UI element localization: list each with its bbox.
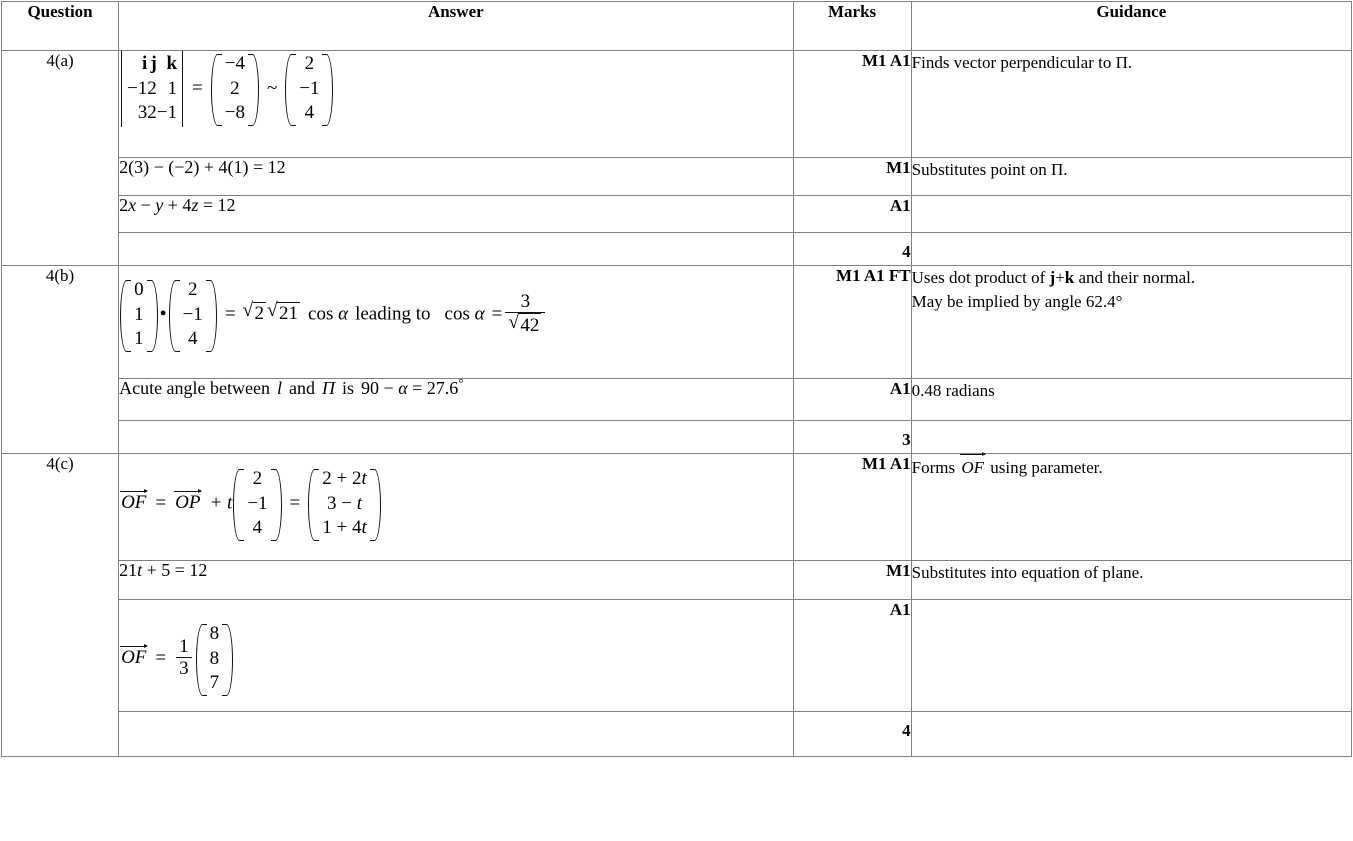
determinant	[121, 51, 183, 127]
vector-of-final: OF	[121, 647, 147, 669]
va-3: 1	[134, 328, 144, 350]
cos-alpha: cos α	[308, 303, 349, 325]
svec-2: −1	[299, 77, 320, 99]
marks-total-4c: 4	[793, 712, 911, 757]
guidance-vector-of: OF	[960, 454, 985, 480]
guidance-line-1: Uses dot product of j+k and their normal.	[911, 268, 1196, 287]
table-row	[2, 158, 1352, 196]
final-vector-expression	[119, 622, 234, 696]
guidance-text: 0.48 radians	[911, 381, 995, 400]
marks-cell-4c-3: A1	[793, 600, 911, 712]
table-header-row	[2, 2, 1352, 51]
direction-vector	[233, 467, 281, 541]
det-r2c2: 2	[147, 77, 157, 102]
det-r2c1: −1	[127, 77, 147, 102]
equals-sign-2: =	[289, 492, 301, 514]
table-row	[2, 600, 1352, 712]
answer-cell-4c-2	[119, 561, 793, 600]
table-row-total-4b	[2, 421, 1352, 454]
substitution-equation-4c	[119, 561, 207, 579]
marks-cell-4b-2: A1	[793, 379, 911, 421]
marks-total-4a: 4	[793, 233, 911, 266]
guidance-cell-4a-2	[911, 158, 1351, 196]
final-vector	[196, 622, 234, 696]
answer-cell-4b-total	[119, 421, 793, 454]
tilde-sign: ~	[266, 77, 278, 99]
column-header-question: Question	[2, 2, 119, 51]
guidance-text: Substitutes point on Π.	[911, 160, 1068, 179]
vector-op: OP	[175, 492, 201, 514]
det-r3c2: 2	[147, 101, 157, 126]
svec-1: 2	[304, 53, 315, 74]
equation-text: 21t + 5 = 12	[119, 560, 208, 580]
scalar-numerator: 1	[179, 635, 189, 657]
dot-product-expression	[119, 278, 548, 352]
simplified-vector	[285, 52, 333, 126]
equals-sign-2: =	[491, 303, 503, 325]
det-r3c1: 3	[127, 101, 147, 126]
parametric-result-vector	[308, 467, 381, 541]
vec-2: 2	[230, 77, 240, 99]
marks-cell-4a-2: M1	[793, 158, 911, 196]
vb-3: 4	[187, 328, 198, 350]
equation-text: 2(3) − (−2) + 4(1) = 12	[119, 157, 286, 177]
pv-1: 2 + 2t	[322, 468, 367, 489]
guidance-cell-4b-1	[911, 266, 1351, 379]
guidance-suffix: using parameter.	[990, 458, 1103, 477]
det-k: k	[157, 52, 177, 77]
result-vector	[211, 52, 259, 126]
marks-cell-4b-1: M1 A1 FT	[793, 266, 911, 379]
fv-3: 7	[209, 672, 220, 694]
equation-text: 2x − y + 4z = 12	[119, 195, 236, 215]
va-2: 1	[134, 303, 144, 325]
answer-cell-4a-2	[119, 158, 793, 196]
guidance-cell-4a-3	[911, 196, 1351, 233]
guidance-prefix: Forms	[911, 458, 956, 477]
pv-3: 1 + 4t	[322, 517, 367, 539]
answer-cell-4c-3	[119, 600, 793, 712]
guidance-text: Finds vector perpendicular to Π.	[911, 53, 1133, 72]
guidance-cell-4b-2	[911, 379, 1351, 421]
answer-cell-4a-total	[119, 233, 793, 266]
guidance-cell-4a-1	[911, 51, 1351, 158]
plus-t: + t	[209, 492, 233, 514]
equals-sign: =	[192, 77, 203, 99]
angle-expression: 90 − α = 27.6	[361, 378, 459, 398]
substitution-equation	[119, 158, 286, 176]
cos-alpha-2: cos α	[444, 303, 485, 325]
fraction-numerator: 3	[520, 290, 531, 312]
det-i: i	[127, 52, 147, 77]
dv-1: 2	[252, 468, 263, 489]
vector-b	[169, 278, 217, 352]
det-r3c3: −1	[157, 101, 177, 126]
fv-2: 8	[209, 647, 220, 669]
fraction	[505, 291, 545, 337]
table-row	[2, 196, 1352, 233]
cross-product-expression	[119, 51, 334, 127]
column-header-marks: Marks	[793, 2, 911, 51]
vector-a	[120, 278, 158, 352]
guidance-cell-4c-1	[911, 454, 1351, 561]
answer-cell-4b-1	[119, 266, 793, 379]
answer-cell-4c-1	[119, 454, 793, 561]
va-1: 0	[134, 279, 144, 300]
guidance-cell-4a-total	[911, 233, 1351, 266]
marks-total-4b: 3	[793, 421, 911, 454]
answer-cell-4c-total	[119, 712, 793, 757]
scalar-fraction	[176, 636, 192, 680]
table-row	[2, 379, 1352, 421]
sqrt-21: √ 21	[268, 302, 300, 323]
det-r2c3: 1	[157, 77, 177, 102]
vb-2: −1	[182, 303, 203, 325]
pv-2: 3 − t	[327, 492, 362, 514]
marks-cell-4a-3: A1	[793, 196, 911, 233]
table-row	[2, 51, 1352, 158]
dv-3: 4	[252, 517, 263, 539]
guidance-cell-4c-2	[911, 561, 1351, 600]
guidance-cell-4b-total	[911, 421, 1351, 454]
marks-cell-4a-1: M1 A1	[793, 51, 911, 158]
plane-equation	[119, 196, 235, 214]
answer-cell-4b-2	[119, 375, 793, 421]
guidance-text: Substitutes into equation of plane.	[911, 563, 1144, 582]
mark-scheme-table	[1, 1, 1352, 757]
marks-cell-4c-1: M1 A1	[793, 454, 911, 561]
leading-to-text: leading to	[355, 303, 431, 325]
question-label-4b: 4(b)	[2, 266, 119, 454]
column-header-guidance: Guidance	[911, 2, 1351, 51]
vec-1: −4	[224, 53, 245, 74]
line-symbol: l	[277, 378, 283, 398]
degree-symbol: °	[458, 375, 464, 390]
dot-operator-icon: •	[159, 303, 167, 326]
sqrt-42: √ 42	[509, 313, 541, 337]
plane-symbol: Π	[322, 378, 336, 398]
fraction-denominator	[505, 312, 545, 337]
table-row	[2, 561, 1352, 600]
position-vector-expression	[119, 467, 382, 541]
svec-3: 4	[304, 102, 315, 124]
equals-sign: =	[155, 647, 167, 669]
answer-cell-4a-1	[119, 51, 793, 158]
det-j: j	[147, 52, 157, 77]
equals-sign: =	[155, 492, 167, 514]
table-row	[2, 454, 1352, 561]
vec-3: −8	[224, 102, 245, 124]
scalar-denominator: 3	[176, 657, 192, 680]
fv-1: 8	[209, 623, 220, 644]
guidance-cell-4c-3	[911, 600, 1351, 712]
sentence-prefix: Acute angle between	[119, 378, 271, 398]
is-word: is	[342, 378, 355, 398]
question-label-4c: 4(c)	[2, 454, 119, 757]
sqrt-2: √ 2	[244, 302, 267, 323]
conjunction: and	[289, 378, 316, 398]
question-label-4a: 4(a)	[2, 51, 119, 266]
vb-1: 2	[187, 279, 198, 300]
equals-sign: =	[224, 303, 236, 325]
table-row	[2, 266, 1352, 379]
column-header-answer: Answer	[119, 2, 793, 51]
table-row-total-4c	[2, 712, 1352, 757]
table-row-total-4a	[2, 233, 1352, 266]
vector-of: OF	[121, 492, 147, 514]
guidance-cell-4c-total	[911, 712, 1351, 757]
answer-cell-4a-3	[119, 196, 793, 233]
dv-2: −1	[247, 492, 268, 514]
acute-angle-sentence	[119, 375, 464, 398]
guidance-line-2: May be implied by angle 62.4°	[911, 292, 1123, 312]
marks-cell-4c-2: M1	[793, 561, 911, 600]
